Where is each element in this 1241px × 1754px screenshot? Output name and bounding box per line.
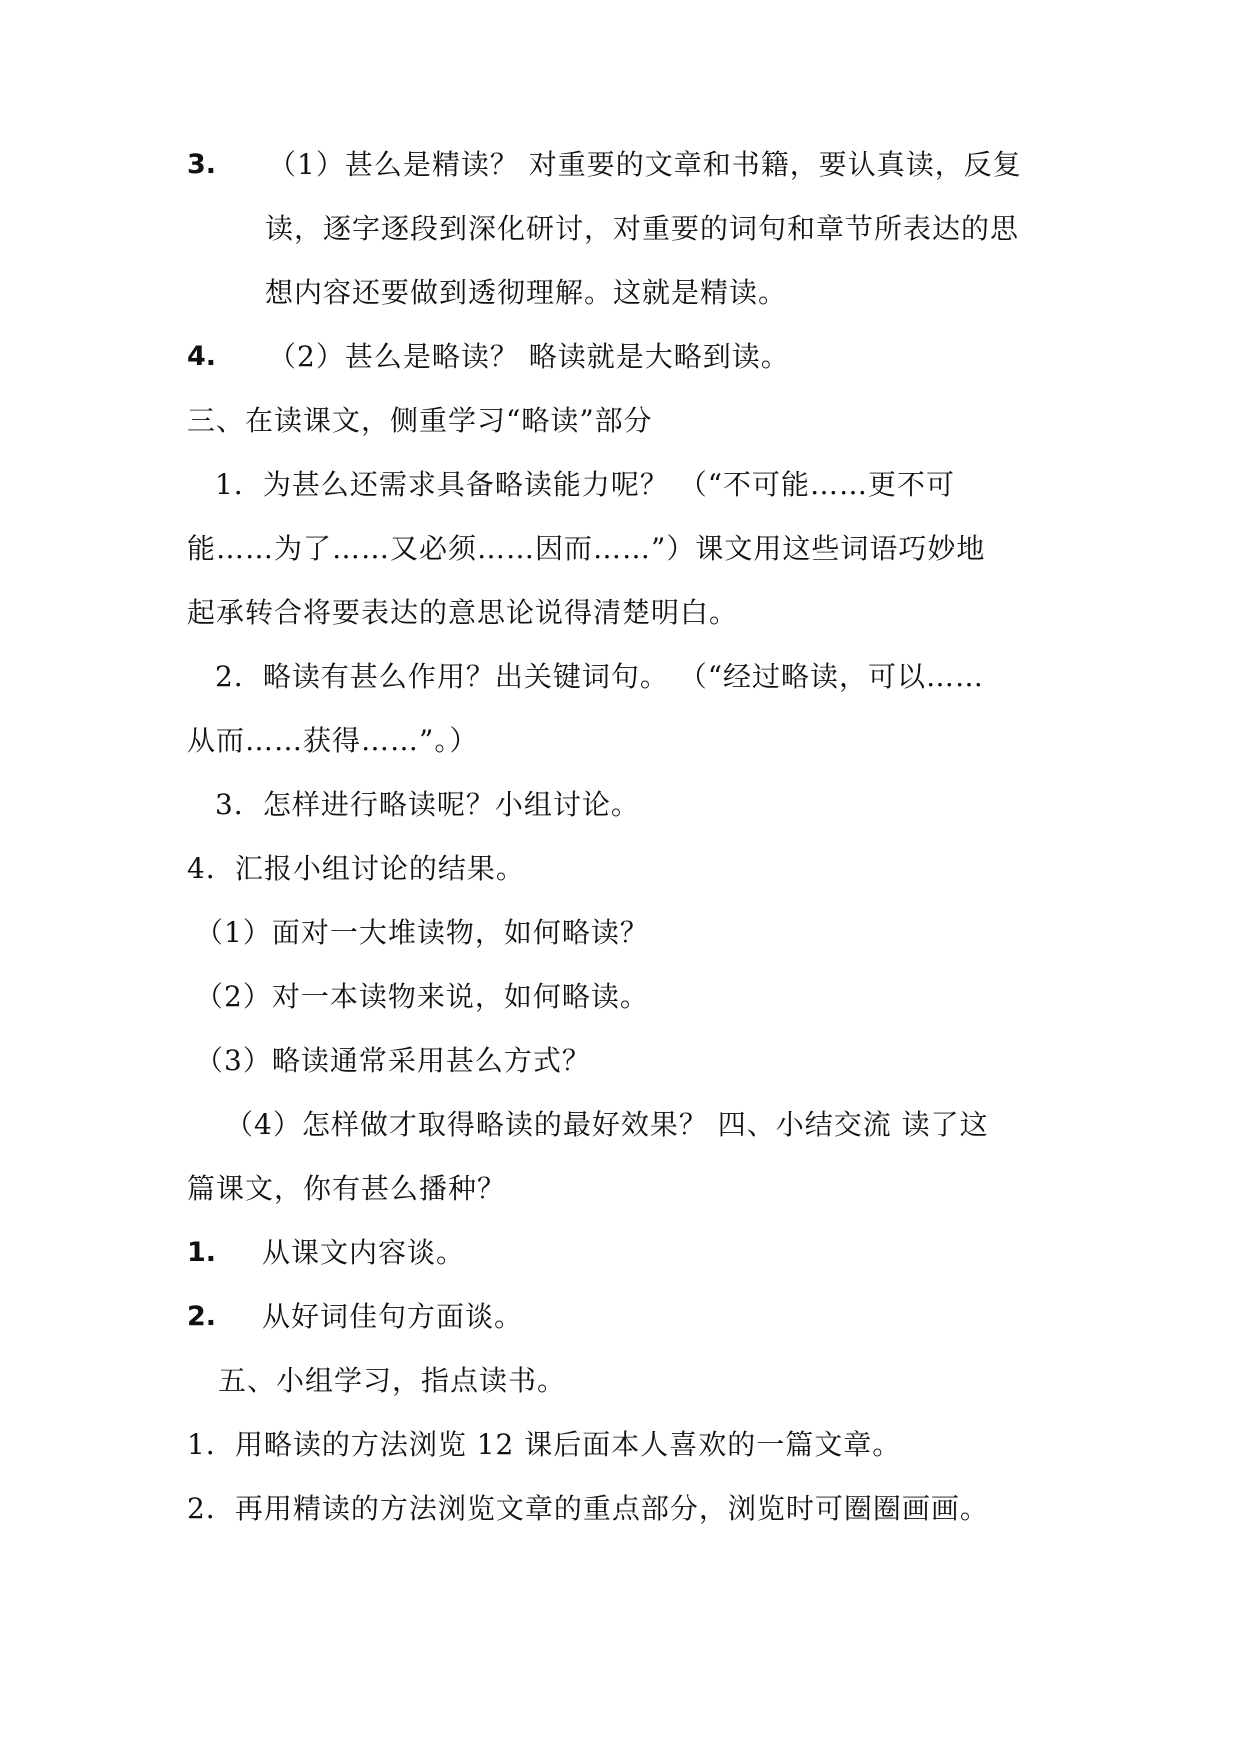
question-2-line-1: 2．略读有甚么作用？出关键词句。 （“经过略读，可以…… [215, 660, 985, 693]
item-3-line-2: 读，逐字逐段到深化研讨，对重要的词句和章节所表达的思 [265, 212, 1020, 245]
sub-item-3: （3）略读通常采用甚么方式？ [195, 1044, 591, 1077]
question-4: 4．汇报小组讨论的结果。 [187, 852, 525, 885]
summary-item-1: 从课文内容谈。 [262, 1236, 466, 1269]
question-1-line-2: 能……为了……又必须……因而……”）课文用这些词语巧妙地 [187, 532, 986, 565]
summary-number-1: 1. [187, 1237, 217, 1268]
sub-item-1: （1）面对一大堆读物，如何略读？ [195, 916, 649, 949]
summary-item-2: 从好词佳句方面谈。 [262, 1300, 524, 1333]
question-3: 3．怎样进行略读呢？小组讨论。 [215, 788, 640, 821]
sub-item-2: （2）对一本读物来说，如何略读。 [195, 980, 649, 1013]
task-2: 2．再用精读的方法浏览文章的重点部分，浏览时可圈圈画画。 [187, 1492, 989, 1525]
item-3-line-3: 想内容还要做到透彻理解。这就是精读。 [265, 276, 788, 309]
section-3-heading: 三、在读课文，侧重学习“略读”部分 [187, 404, 653, 437]
task-1: 1．用略读的方法浏览 12 课后面本人喜欢的一篇文章。 [187, 1428, 902, 1461]
question-1-line-3: 起承转合将要表达的意思论说得清楚明白。 [187, 596, 739, 629]
item-4-text: （2）甚么是略读？ 略读就是大略到读。 [268, 340, 790, 373]
question-1-line-1: 1．为甚么还需求具备略读能力呢？ （“不可能……更不可 [215, 468, 956, 501]
section-5-heading: 五、小组学习，指点读书。 [218, 1364, 567, 1397]
item-3-line-1: （1）甚么是精读？ 对重要的文章和书籍，要认真读，反复 [268, 148, 1022, 181]
sub-item-4-line-2: 篇课文，你有甚么播种？ [187, 1172, 507, 1205]
question-2-line-2: 从而……获得……”。） [187, 724, 479, 757]
item-number-3: 3. [187, 149, 217, 180]
item-number-4: 4. [187, 341, 217, 372]
sub-item-4-line-1: （4）怎样做才取得略读的最好效果？ 四、小结交流 读了这 [225, 1108, 989, 1141]
summary-number-2: 2. [187, 1301, 217, 1332]
